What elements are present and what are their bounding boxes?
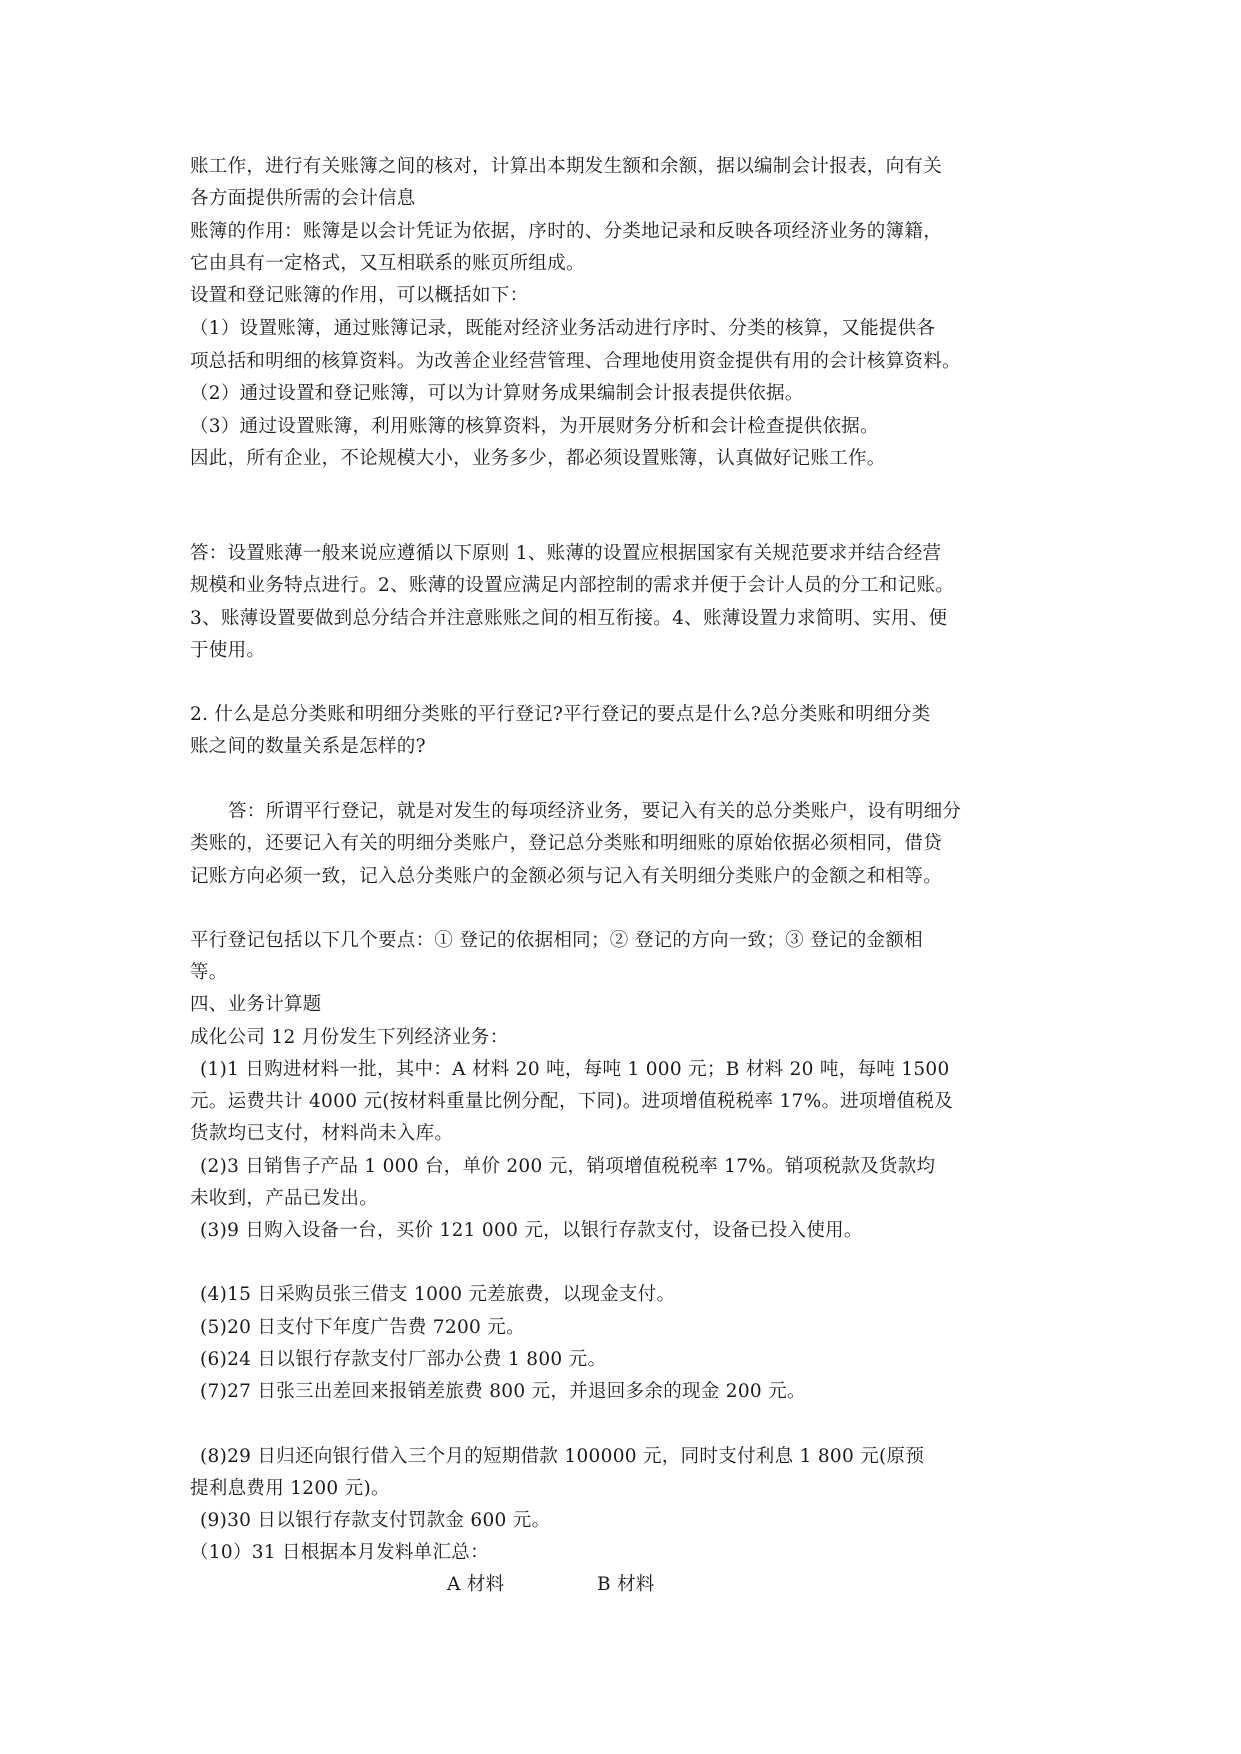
text-line: 于使用。	[190, 640, 266, 661]
column-label-b-material: B 材料	[597, 1574, 655, 1595]
text-line: （1）设置账簿，通过账簿记录，既能对经济业务活动进行序时、分类的核算，又能提供各	[190, 318, 936, 339]
text-line: 规模和业务特点进行。2、账薄的设置应满足内部控制的需求并便于会计人员的分工和记账。	[190, 575, 955, 596]
question-heading: 2. 什么是总分类账和明细分类账的平行登记?平行登记的要点是什么?总分类账和明细分类	[190, 704, 931, 725]
section-heading: 四、业务计算题	[190, 994, 322, 1015]
text-line: （3）通过设置账簿，利用账簿的核算资料，为开展财务分析和会计检查提供依据。	[190, 416, 879, 437]
list-item: (9)30 日以银行存款支付罚款金 600 元。	[200, 1510, 551, 1531]
text-line: 平行登记包括以下几个要点：① 登记的依据相同；② 登记的方向一致；③ 登记的金额相	[190, 930, 923, 951]
list-item: （10）31 日根据本月发料单汇总：	[190, 1542, 489, 1563]
text-line: 货款均已支付，材料尚未入库。	[190, 1123, 454, 1144]
text-line: （2）通过设置和登记账簿，可以为计算财务成果编制会计报表提供依据。	[190, 383, 804, 404]
text-line: 答：所谓平行登记，就是对发生的每项经济业务，要记入有关的总分类账户，设有明细分	[228, 801, 962, 822]
text-line: 3、账薄设置要做到总分结合并注意账账之间的相互衔接。4、账薄设置力求简明、实用、便	[190, 608, 948, 629]
list-item: (5)20 日支付下年度广告费 7200 元。	[200, 1317, 525, 1338]
text-line: 未收到，产品已发出。	[190, 1188, 379, 1209]
list-item: (6)24 日以银行存款支付厂部办公费 1 800 元。	[200, 1349, 607, 1370]
text-line: 各方面提供所需的会计信息	[190, 188, 416, 209]
text-line: 项总括和明细的核算资料。为改善企业经营管理、合理地使用资金提供有用的会计核算资料。	[190, 351, 961, 372]
list-item: (1)1 日购进材料一批，其中：A 材料 20 吨，每吨 1 000 元；B 材料 20 吨，每吨 1500	[200, 1059, 950, 1080]
text-line: 提利息费用 1200 元)。	[190, 1478, 390, 1499]
text-line: 因此，所有企业，不论规模大小，业务多少，都必须设置账簿，认真做好记账工作。	[190, 448, 886, 469]
text-line: 设置和登记账簿的作用，可以概括如下：	[190, 285, 529, 306]
text-line: 它由具有一定格式，又互相联系的账页所组成。	[190, 253, 585, 274]
text-line: 成化公司 12 月份发生下列经济业务：	[190, 1027, 509, 1048]
text-line: 账工作，进行有关账簿之间的核对，计算出本期发生额和余额，据以编制会计报表，向有关	[190, 156, 943, 177]
text-line: 账簿的作用：账簿是以会计凭证为依据，序时的、分类地记录和反映各项经济业务的簿籍，	[190, 221, 943, 242]
text-line: 类账的，还要记入有关的明细分类账户，登记总分类账和明细账的原始依据必须相同，借贷	[190, 833, 943, 854]
list-item: (3)9 日购入设备一台，买价 121 000 元，以银行存款支付，设备已投入使用。	[200, 1220, 863, 1241]
text-line: 答：设置账薄一般来说应遵循以下原则 1、账薄的设置应根据国家有关规范要求并结合经营	[190, 543, 942, 564]
column-label-a-material: A 材料	[447, 1574, 505, 1595]
text-line: 元。运费共计 4000 元(按材料重量比例分配，下同)。进项增值税税率 17%。进项增值税及	[190, 1091, 954, 1112]
question-heading: 账之间的数量关系是怎样的?	[190, 736, 426, 757]
list-item: (2)3 日销售子产品 1 000 台，单价 200 元，销项增值税税率 17%。销项税款及货款均	[200, 1156, 936, 1177]
list-item: (7)27 日张三出差回来报销差旅费 800 元，并退回多余的现金 200 元。	[200, 1381, 806, 1402]
text-line: 记账方向必须一致，记入总分类账户的金额必须与记入有关明细分类账户的金额之和相等。	[190, 866, 943, 887]
list-item: (4)15 日采购员张三借支 1000 元差旅费，以现金支付。	[200, 1284, 676, 1305]
text-line: 等。	[190, 962, 228, 983]
list-item: (8)29 日归还向银行借入三个月的短期借款 100000 元，同时支付利息 1 800 元(原预	[200, 1446, 925, 1467]
